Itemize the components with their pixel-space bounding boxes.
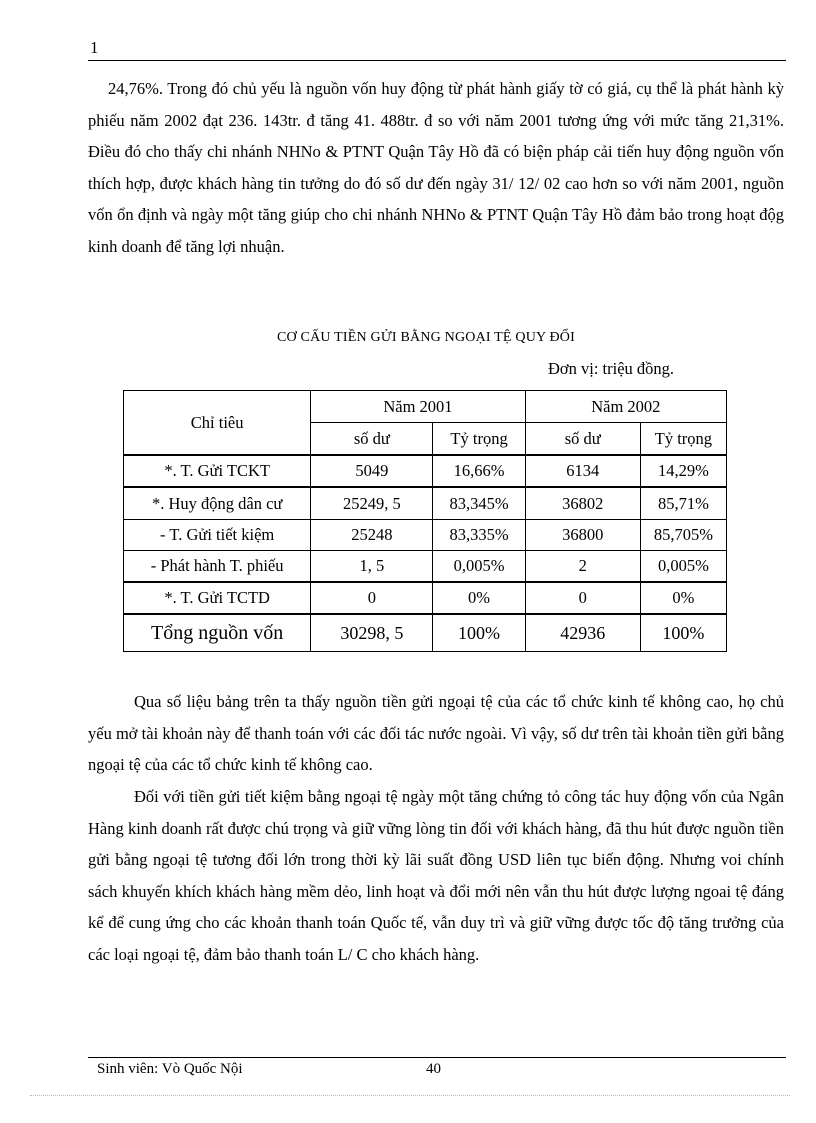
table-unit: Đơn vị: triệu đồng. [548, 359, 675, 378]
share-2002: 85,71% [640, 487, 726, 520]
header-year-2001: Năm 2001 [311, 391, 525, 423]
footer-student: Sinh viên: Vò Quốc Nội [97, 1061, 243, 1077]
row-label: Tổng nguồn vốn [124, 614, 311, 652]
footer-page-number: 40 [426, 1061, 441, 1077]
header-share-2002: Tỷ trọng [640, 423, 726, 456]
balance-2002: 42936 [525, 614, 640, 652]
table-row [124, 582, 727, 614]
row-label: - T. Gửi tiết kiệm [124, 520, 311, 551]
table-title: CƠ CẤU TIỀN GỬI BẰNG NGOẠI TỆ QUY ĐỔI [277, 330, 575, 345]
balance-2002: 2 [525, 551, 640, 583]
header-share-2001: Tỷ trọng [433, 423, 525, 456]
share-2001: 0% [433, 582, 525, 614]
balance-2001: 25248 [311, 520, 433, 551]
table-header-row [124, 391, 727, 423]
balance-2002: 36800 [525, 520, 640, 551]
share-2002: 85,705% [640, 520, 726, 551]
balance-2001: 30298, 5 [311, 614, 433, 652]
paragraph-intro: 24,76%. Trong đó chủ yếu là nguồn vốn huy động từ phát hành giấy tờ có giá, cụ thể là phát hành kỳ phiếu năm 2002 đạt 236. 143tr. đ tăng 41. 488tr. đ so với năm 2001 tương ứng với mức tăng 21,31%. Điều đó cho thấy chi nhánh NHNo & PTNT Quận Tây Hồ đã có biện pháp cải tiến huy động nguồn vốn thích hợp, được khách hàng tin tưởng do đó số dư đến ngày 31/ 12/ 02 cao hơn so với năm 2001, nguồn vốn ổn định và ngày một tăng giúp cho chi nhánh NHNo & PTNT Quận Tây Hồ đảm bảo trong hoạt độg kinh doanh để tăng lợi nhuận. [88, 79, 784, 256]
balance-2001: 5049 [311, 455, 433, 487]
share-2002: 0% [640, 582, 726, 614]
balance-2002: 6134 [525, 455, 640, 487]
table-row [124, 455, 727, 487]
balance-2001: 1, 5 [311, 551, 433, 583]
deposit-structure-table [123, 390, 727, 652]
balance-2001: 25249, 5 [311, 487, 433, 520]
paragraph-analysis: Qua số liệu bảng trên ta thấy nguồn tiền gửi ngoại tệ của các tổ chức kinh tế không cao, họ chủ yếu mở tài khoản này để thanh toán với các đối tác nước ngoài. Vì vậy, số dư trên tài khoản tiền gửi bằng ngoại tệ của các tổ chức kinh tế không cao. [88, 692, 784, 774]
balance-2002: 36802 [525, 487, 640, 520]
row-label: - Phát hành T. phiếu [124, 551, 311, 583]
row-label: *. T. Gửi TCTD [124, 582, 311, 614]
table-row [124, 487, 727, 520]
paragraph-savings: Đối với tiền gửi tiết kiệm bằng ngoại tệ ngày một tăng chứng tỏ công tác huy động vốn của Ngân Hàng kinh doanh rất được chú trọng và giữ vững lòng tin đối với khách hàng, đã thu hút được nguồn tiền gửi bằng ngoại tệ tương đối lớn trong thời kỳ lãi suất đồng USD liên tục biến động. Nhưng voi chính sách khuyến khích khách hàng mềm dẻo, linh hoạt và đổi mới nên vẫn thu hút được lượng ngoai tệ đáng kể để cung ứng cho các khoản thanh toán Quốc tế, vẫn duy trì và giữ vững được tốc độ tăng trưởng của các loại ngoại tệ, đảm bảo thanh toán L/ C cho khách hàng. [88, 787, 784, 964]
share-2001: 0,005% [433, 551, 525, 583]
table-row [124, 520, 727, 551]
balance-2002: 0 [525, 582, 640, 614]
share-2001: 16,66% [433, 455, 525, 487]
footer-rule [88, 1057, 786, 1058]
header-year-2002: Năm 2002 [525, 391, 726, 423]
share-2001: 83,335% [433, 520, 525, 551]
share-2001: 100% [433, 614, 525, 652]
row-label: *. Huy động dân cư [124, 487, 311, 520]
table-row [124, 551, 727, 583]
page-marker: 1 [90, 38, 99, 57]
header-rule [88, 60, 786, 61]
share-2002: 100% [640, 614, 726, 652]
header-balance-2001: số dư [311, 423, 433, 456]
balance-2001: 0 [311, 582, 433, 614]
page-break-line [30, 1095, 790, 1096]
header-criteria: Chỉ tiêu [124, 391, 311, 456]
row-label: *. T. Gửi TCKT [124, 455, 311, 487]
table-total-row [124, 614, 727, 652]
share-2002: 0,005% [640, 551, 726, 583]
share-2001: 83,345% [433, 487, 525, 520]
share-2002: 14,29% [640, 455, 726, 487]
header-balance-2002: số dư [525, 423, 640, 456]
